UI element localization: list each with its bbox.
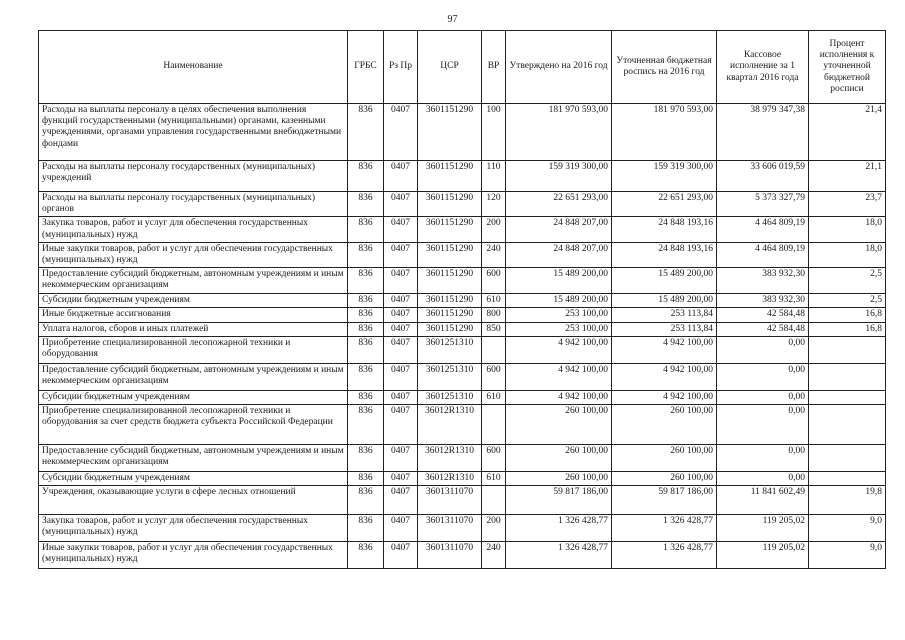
table-cell-cash: 11 841 602,49	[717, 486, 809, 515]
table-cell-cash: 38 979 347,38	[717, 104, 809, 161]
table-cell-approved: 260 100,00	[506, 472, 612, 486]
table-cell-csr: 3601311070	[418, 486, 482, 515]
table-cell-rzpr: 0407	[384, 104, 418, 161]
header-name: Наименование	[39, 31, 348, 104]
table-cell-approved: 253 100,00	[506, 322, 612, 336]
table-cell-percent: 9,0	[809, 515, 886, 542]
table-cell-rzpr: 0407	[384, 161, 418, 192]
table-cell-cash: 0,00	[717, 336, 809, 363]
table-cell-name: Приобретение специализированной лесопожарной техники и оборудования за счет средств бюджета субъекта Российской Федерации	[39, 405, 348, 445]
table-cell-approved: 4 942 100,00	[506, 336, 612, 363]
table-cell-grbs: 836	[348, 542, 384, 569]
table-cell-name: Иные закупки товаров, работ и услуг для обеспечения государственных (муниципальных) нужд	[39, 242, 348, 267]
table-row	[39, 363, 886, 390]
table-row	[39, 192, 886, 217]
table-cell-cash: 0,00	[717, 445, 809, 472]
table-cell-csr: 3601151290	[418, 217, 482, 242]
table-cell-revised: 15 489 200,00	[612, 268, 717, 294]
table-cell-cash: 0,00	[717, 405, 809, 445]
table-cell-cash: 4 464 809,19	[717, 242, 809, 267]
table-cell-percent	[809, 445, 886, 472]
table-cell-name: Расходы на выплаты персоналу государственных (муниципальных) учреждений	[39, 161, 348, 192]
header-vr: ВР	[482, 31, 506, 104]
table-cell-vr: 600	[482, 363, 506, 390]
table-row	[39, 242, 886, 267]
table-cell-vr: 800	[482, 308, 506, 322]
table-cell-grbs: 836	[348, 242, 384, 267]
table-cell-grbs: 836	[348, 390, 384, 404]
table-cell-approved: 15 489 200,00	[506, 268, 612, 294]
table-cell-grbs: 836	[348, 336, 384, 363]
table-cell-approved: 1 326 428,77	[506, 515, 612, 542]
table-cell-revised: 4 942 100,00	[612, 390, 717, 404]
table-cell-csr: 3601151290	[418, 294, 482, 308]
table-row	[39, 515, 886, 542]
table-cell-vr: 600	[482, 445, 506, 472]
table-cell-revised: 1 326 428,77	[612, 515, 717, 542]
table-cell-percent: 18,0	[809, 217, 886, 242]
table-row	[39, 294, 886, 308]
table-cell-csr: 36012R1310	[418, 445, 482, 472]
header-row	[39, 31, 886, 104]
table-cell-csr: 3601311070	[418, 515, 482, 542]
table-cell-name: Предоставление субсидий бюджетным, автономным учреждениям и иным некоммерческим организациям	[39, 445, 348, 472]
table-cell-csr: 3601151290	[418, 242, 482, 267]
table-row	[39, 104, 886, 161]
table-cell-revised: 260 100,00	[612, 445, 717, 472]
table-cell-approved: 15 489 200,00	[506, 294, 612, 308]
table-cell-csr: 3601151290	[418, 104, 482, 161]
table-cell-cash: 0,00	[717, 390, 809, 404]
table-cell-csr: 36012R1310	[418, 405, 482, 445]
table-cell-percent: 23,7	[809, 192, 886, 217]
table-cell-cash: 383 932,30	[717, 294, 809, 308]
table-cell-grbs: 836	[348, 192, 384, 217]
table-cell-cash: 383 932,30	[717, 268, 809, 294]
table-cell-revised: 181 970 593,00	[612, 104, 717, 161]
table-cell-revised: 159 319 300,00	[612, 161, 717, 192]
table-cell-percent: 19,8	[809, 486, 886, 515]
table-cell-vr: 110	[482, 161, 506, 192]
header-grbs: ГРБС	[348, 31, 384, 104]
table-cell-percent: 16,8	[809, 308, 886, 322]
table-row	[39, 308, 886, 322]
table-cell-revised: 24 848 193,16	[612, 217, 717, 242]
table-cell-name: Закупка товаров, работ и услуг для обеспечения государственных (муниципальных) нужд	[39, 217, 348, 242]
table-cell-rzpr: 0407	[384, 542, 418, 569]
table-cell-approved: 159 319 300,00	[506, 161, 612, 192]
table-cell-name: Расходы на выплаты персоналу государственных (муниципальных) органов	[39, 192, 348, 217]
table-cell-revised: 15 489 200,00	[612, 294, 717, 308]
table-row	[39, 322, 886, 336]
table-cell-grbs: 836	[348, 363, 384, 390]
table-cell-percent: 21,4	[809, 104, 886, 161]
table-cell-percent: 18,0	[809, 242, 886, 267]
table-cell-name: Субсидии бюджетным учреждениям	[39, 390, 348, 404]
table-cell-cash: 0,00	[717, 363, 809, 390]
table-cell-csr: 3601151290	[418, 268, 482, 294]
table-cell-revised: 253 113,84	[612, 308, 717, 322]
table-cell-grbs: 836	[348, 294, 384, 308]
table-cell-percent: 2,5	[809, 268, 886, 294]
table-cell-name: Предоставление субсидий бюджетным, автономным учреждениям и иным некоммерческим организациям	[39, 363, 348, 390]
table-cell-percent	[809, 405, 886, 445]
table-cell-rzpr: 0407	[384, 405, 418, 445]
table-cell-revised: 24 848 193,16	[612, 242, 717, 267]
table-cell-name: Предоставление субсидий бюджетным, автономным учреждениям и иным некоммерческим организациям	[39, 268, 348, 294]
table-cell-grbs: 836	[348, 217, 384, 242]
table-cell-vr: 610	[482, 472, 506, 486]
page-number: 97	[447, 14, 458, 25]
table-cell-vr: 120	[482, 192, 506, 217]
table-cell-approved: 22 651 293,00	[506, 192, 612, 217]
table-cell-cash: 119 205,02	[717, 542, 809, 569]
table-cell-rzpr: 0407	[384, 486, 418, 515]
table-cell-cash: 33 606 019,59	[717, 161, 809, 192]
table-cell-approved: 4 942 100,00	[506, 390, 612, 404]
table-cell-grbs: 836	[348, 486, 384, 515]
table-cell-approved: 4 942 100,00	[506, 363, 612, 390]
table-cell-name: Субсидии бюджетным учреждениям	[39, 294, 348, 308]
table-cell-cash: 42 584,48	[717, 322, 809, 336]
table-row	[39, 336, 886, 363]
table-cell-rzpr: 0407	[384, 192, 418, 217]
table-cell-vr: 240	[482, 242, 506, 267]
table-cell-cash: 0,00	[717, 472, 809, 486]
table-cell-grbs: 836	[348, 515, 384, 542]
budget-table	[38, 30, 886, 569]
table-cell-percent: 21,1	[809, 161, 886, 192]
table-row	[39, 405, 886, 445]
table-cell-cash: 42 584,48	[717, 308, 809, 322]
table-cell-rzpr: 0407	[384, 242, 418, 267]
table-cell-vr: 240	[482, 542, 506, 569]
table-cell-revised: 59 817 186,00	[612, 486, 717, 515]
table-cell-rzpr: 0407	[384, 363, 418, 390]
table-cell-revised: 1 326 428,77	[612, 542, 717, 569]
table-cell-rzpr: 0407	[384, 472, 418, 486]
table-cell-rzpr: 0407	[384, 308, 418, 322]
table-cell-percent: 16,8	[809, 322, 886, 336]
table-cell-grbs: 836	[348, 308, 384, 322]
header-rzpr: Рз Пр	[384, 31, 418, 104]
table-cell-cash: 4 464 809,19	[717, 217, 809, 242]
table-cell-name: Иные бюджетные ассигнования	[39, 308, 348, 322]
table-cell-grbs: 836	[348, 472, 384, 486]
table-cell-csr: 36012R1310	[418, 472, 482, 486]
table-cell-rzpr: 0407	[384, 268, 418, 294]
table-cell-revised: 4 942 100,00	[612, 363, 717, 390]
table-row	[39, 542, 886, 569]
table-cell-approved: 59 817 186,00	[506, 486, 612, 515]
header-approved: Утверждено на 2016 год	[506, 31, 612, 104]
table-cell-rzpr: 0407	[384, 217, 418, 242]
table-cell-approved: 24 848 207,00	[506, 242, 612, 267]
table-cell-csr: 3601311070	[418, 542, 482, 569]
table-cell-approved: 1 326 428,77	[506, 542, 612, 569]
table-cell-revised: 4 942 100,00	[612, 336, 717, 363]
table-cell-csr: 3601151290	[418, 322, 482, 336]
table-cell-name: Закупка товаров, работ и услуг для обеспечения государственных (муниципальных) нужд	[39, 515, 348, 542]
table-cell-vr: 200	[482, 217, 506, 242]
table-cell-rzpr: 0407	[384, 322, 418, 336]
table-cell-csr: 3601151290	[418, 308, 482, 322]
table-cell-revised: 253 113,84	[612, 322, 717, 336]
table-cell-revised: 22 651 293,00	[612, 192, 717, 217]
header-revised: Уточненная бюджетная роспись на 2016 год	[612, 31, 717, 104]
table-cell-vr: 610	[482, 294, 506, 308]
table-cell-rzpr: 0407	[384, 390, 418, 404]
table-cell-percent	[809, 472, 886, 486]
table-cell-vr: 850	[482, 322, 506, 336]
header-cash: Кассовое исполнение за 1 квартал 2016 года	[717, 31, 809, 104]
table-cell-cash: 119 205,02	[717, 515, 809, 542]
table-cell-vr: 100	[482, 104, 506, 161]
header-csr: ЦСР	[418, 31, 482, 104]
table-cell-grbs: 836	[348, 161, 384, 192]
table-cell-percent	[809, 363, 886, 390]
table-cell-approved: 24 848 207,00	[506, 217, 612, 242]
table-cell-csr: 3601251310	[418, 336, 482, 363]
table-row	[39, 161, 886, 192]
table-cell-vr	[482, 405, 506, 445]
table-cell-name: Субсидии бюджетным учреждениям	[39, 472, 348, 486]
table-cell-percent: 9,0	[809, 542, 886, 569]
table-cell-approved: 260 100,00	[506, 405, 612, 445]
table-cell-cash: 5 373 327,79	[717, 192, 809, 217]
table-cell-approved: 181 970 593,00	[506, 104, 612, 161]
table-cell-vr: 600	[482, 268, 506, 294]
table-cell-rzpr: 0407	[384, 515, 418, 542]
table-cell-csr: 3601151290	[418, 161, 482, 192]
table-cell-name: Уплата налогов, сборов и иных платежей	[39, 322, 348, 336]
table-cell-name: Учреждения, оказывающие услуги в сфере лесных отношений	[39, 486, 348, 515]
table-cell-csr: 3601251310	[418, 363, 482, 390]
table-row	[39, 472, 886, 486]
table-cell-csr: 3601151290	[418, 192, 482, 217]
table-cell-csr: 3601251310	[418, 390, 482, 404]
table-cell-grbs: 836	[348, 405, 384, 445]
table-cell-grbs: 836	[348, 104, 384, 161]
table-cell-vr: 610	[482, 390, 506, 404]
table-cell-revised: 260 100,00	[612, 405, 717, 445]
table-cell-name: Расходы на выплаты персоналу в целях обеспечения выполнения функций государственными (муниципальными) органами, казенными учреждениями, органами управления государственными внебюджетными фондами	[39, 104, 348, 161]
table-cell-percent	[809, 390, 886, 404]
table-cell-vr	[482, 486, 506, 515]
table-cell-percent: 2,5	[809, 294, 886, 308]
table-cell-grbs: 836	[348, 445, 384, 472]
table-row	[39, 486, 886, 515]
table-row	[39, 217, 886, 242]
table-cell-vr	[482, 336, 506, 363]
table-cell-approved: 253 100,00	[506, 308, 612, 322]
table-cell-rzpr: 0407	[384, 445, 418, 472]
table-cell-vr: 200	[482, 515, 506, 542]
table-cell-rzpr: 0407	[384, 294, 418, 308]
table-cell-name: Иные закупки товаров, работ и услуг для обеспечения государственных (муниципальных) нужд	[39, 542, 348, 569]
table-cell-grbs: 836	[348, 322, 384, 336]
table-cell-grbs: 836	[348, 268, 384, 294]
table-cell-revised: 260 100,00	[612, 472, 717, 486]
table-cell-name: Приобретение специализированной лесопожарной техники и оборудования	[39, 336, 348, 363]
table-row	[39, 445, 886, 472]
table-cell-percent	[809, 336, 886, 363]
table-cell-rzpr: 0407	[384, 336, 418, 363]
table-row	[39, 390, 886, 404]
header-percent: Процент исполнения к уточненной бюджетной росписи	[809, 31, 886, 104]
table-row	[39, 268, 886, 294]
table-cell-approved: 260 100,00	[506, 445, 612, 472]
